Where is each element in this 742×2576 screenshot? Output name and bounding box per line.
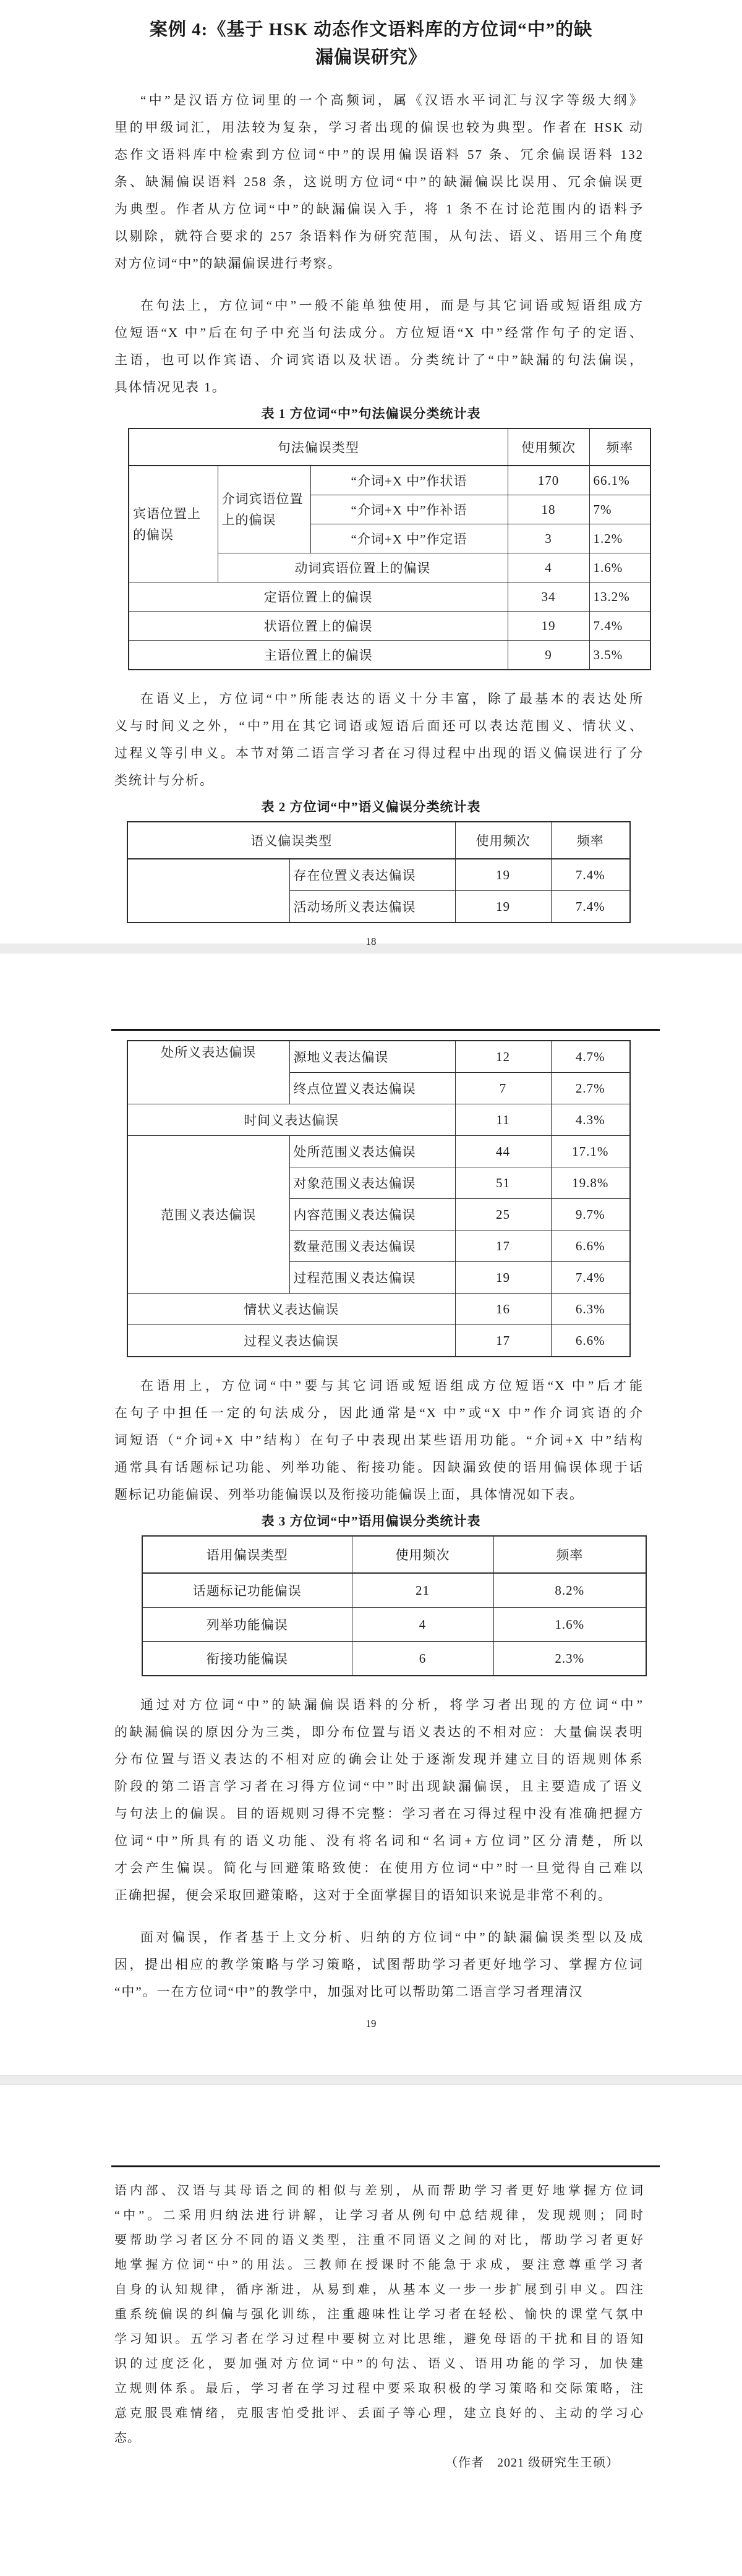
table-cell: 活动场所义表达偏误 [289, 891, 455, 923]
table-1-syntax-errors [128, 428, 651, 670]
continuation-rule [111, 2165, 660, 2167]
table-header-cell: 句法偏误类型 [129, 429, 508, 466]
text-line: 分布位置与语义表达的不相对应的确会让处于逐渐发现并建立目的语规则体系 [114, 1752, 644, 1767]
text-line: 里的甲级词汇，用法较为复杂，学习者出现的偏误也较为典型。作者在 HSK 动 [114, 120, 644, 135]
text-line: 通常具有话题标记功能、列举功能、衔接功能。因缺漏致使的语用偏误体现于话 [114, 1460, 644, 1475]
text-line: 位词“中”所具有的语义功能、没有将名词和“名词+方位词”区分清楚，所以 [114, 1833, 644, 1848]
table-cell: 4 [352, 1608, 493, 1642]
page-number-19: 19 [365, 2018, 377, 2029]
table1-caption: 表 1 方位词“中”句法偏误分类统计表 [261, 406, 481, 421]
table-cell: 7 [455, 1073, 551, 1104]
text-line: 要帮助学习者区分不同的语义类型，注重不同语义之间的对比，帮助学习者更好 [114, 2233, 644, 2247]
text-line: 对方位词“中”的缺漏偏误进行考察。 [114, 256, 342, 271]
table-cell: “介词+X 中”作状语 [310, 466, 508, 495]
table-2-semantic-errors-part2 [127, 1040, 631, 1357]
text-line: 在句法上，方位词“中”一般不能单独使用，而是与其它词语或短语组成方 [140, 298, 644, 313]
case-title-line2: 漏偏误研究》 [315, 48, 427, 67]
text-line: 的缺漏偏误的原因分为三类，即分布位置与语义表达的不相对应：大量偏误表明 [114, 1725, 644, 1739]
text-line: 通过对方位词“中”的缺漏偏误语料的分析，将学习者出现的方位词“中” [140, 1697, 644, 1712]
table-cell: 51 [455, 1167, 551, 1199]
table-cell: 9 [508, 641, 589, 670]
table-cell: 7.4% [589, 612, 650, 641]
table-cell: “介词+X 中”作补语 [310, 495, 508, 524]
table-cell: “介词+X 中”作定语 [310, 524, 508, 553]
case-title [0, 16, 742, 72]
table-cell: 范围义表达偏误 [127, 1136, 289, 1294]
table-cell: 内容范围义表达偏误 [289, 1199, 455, 1230]
table-cell: 宾语位置上的偏误 [129, 466, 218, 582]
table-cell: 存在位置义表达偏误 [289, 859, 455, 891]
page-number-18: 18 [365, 936, 377, 947]
table-cell [127, 859, 289, 923]
table-cell: 定语位置上的偏误 [129, 582, 508, 612]
text-line: 题标记功能偏误、列举功能偏误以及衔接功能偏误上面，具体情况如下表。 [114, 1487, 584, 1502]
table-cell: 状语位置上的偏误 [129, 612, 508, 641]
table-cell: 4 [508, 553, 589, 582]
table-cell: 18 [508, 495, 589, 524]
text-line: 立规则体系。最后，学习者在学习过程中要采取积极的学习策略和交际策略，注 [114, 2382, 644, 2395]
table-cell: 1.2% [589, 524, 650, 553]
table-cell: 数量范围义表达偏误 [289, 1230, 455, 1262]
table-cell: 3.5% [589, 641, 650, 670]
text-line: 学习知识。五学习者在学习过程中要树立对比思维，避免母语的干扰和目的语知 [114, 2332, 644, 2346]
table-cell: 17.1% [551, 1136, 630, 1167]
text-line: “中”。一在方位词“中”的教学中，加强对比可以帮助第二语言学习者理清汉 [114, 1984, 584, 1999]
table-cell: 7.4% [551, 891, 630, 923]
table-cell: 19 [508, 612, 589, 641]
text-line: 态。 [114, 2431, 140, 2445]
text-line: “中”。二采用归纳法进行讲解，让学习者从例句中总结规律，发现规则；同时 [114, 2209, 644, 2222]
text-line: 条、缺漏偏误语料 258 条，这说明方位词“中”的缺漏偏误比误用、冗余偏误更 [114, 174, 644, 189]
text-line: 类统计与分析。 [114, 773, 214, 788]
table-cell: 11 [455, 1104, 551, 1136]
table-cell: 3 [508, 524, 589, 553]
table-cell: 处所义表达偏误 [127, 1041, 289, 1104]
text-line: 阶段的第二语言学习者在习得方位词“中”时出现缺漏偏误，且主要造成了语义 [114, 1779, 644, 1794]
table-cell: 170 [508, 466, 589, 495]
table-header-cell: 语用偏误类型 [142, 1536, 352, 1573]
text-line: 与句法上的偏误。目的语规则习得不完整：学习者在习得过程中没有准确把握方 [114, 1806, 644, 1821]
table-cell: 6.6% [551, 1325, 630, 1357]
text-line: 以剔除，就符合要求的 257 条语料作为研究范围，从句法、语义、语用三个角度 [114, 229, 644, 244]
table-header-cell: 频率 [493, 1536, 646, 1573]
paragraph-intro [114, 87, 644, 277]
text-line: 地掌握方位词“中”的用法。三教师在授课时不能急于求成，要注意尊重学习者 [114, 2258, 644, 2272]
table-2-semantic-errors-part1 [127, 821, 631, 923]
table-cell: 4.3% [551, 1104, 630, 1136]
table2-caption: 表 2 方位词“中”语义偏误分类统计表 [261, 800, 481, 814]
table-cell: 9.7% [551, 1199, 630, 1230]
text-line: 过程义等引申义。本节对第二语言学习者在习得过程中出现的语义偏误进行了分 [114, 746, 644, 761]
table-cell: 6.3% [551, 1294, 630, 1325]
table-cell: 7% [589, 495, 650, 524]
text-line: 自身的认知规律，循序渐进，从易到难，从基本义一步一步扩展到引申义。四注 [114, 2283, 644, 2297]
table-cell: 情状义表达偏误 [127, 1294, 455, 1325]
table-cell: 19 [455, 891, 551, 923]
table-cell: 源地义表达偏误 [289, 1041, 455, 1073]
text-line: 位短语“X 中”后在句子中充当句法成分。方位短语“X 中”经常作句子的定语、 [114, 325, 644, 340]
table-cell: 16 [455, 1294, 551, 1325]
table-header-cell: 频率 [551, 822, 630, 859]
text-line: 面对偏误，作者基于上文分析、归纳的方位词“中”的缺漏偏误类型以及成 [140, 1930, 644, 1945]
table-cell: 处所范围义表达偏误 [289, 1136, 455, 1167]
table-cell: 19 [455, 859, 551, 891]
text-line: 为典型。作者从方位词“中”的缺漏偏误入手，将 1 条不在讨论范围内的语料予 [114, 202, 644, 216]
text-line: “中”是汉语方位词里的一个高频词，属《汉语水平词汇与汉字等级大纲》 [140, 93, 644, 108]
table-header-cell: 语义偏误类型 [127, 822, 455, 859]
table-cell: 介词宾语位置上的偏误 [218, 466, 310, 553]
table-cell: 6 [352, 1642, 493, 1676]
text-line: 语内部、汉语与其母语之间的相似与差别，从而帮助学习者更好地掌握方位词 [114, 2184, 644, 2198]
table-cell: 6.6% [551, 1230, 630, 1262]
table-cell: 66.1% [589, 466, 650, 495]
table-header-cell: 使用频次 [352, 1536, 493, 1573]
paragraph-pragmatics [114, 1372, 644, 1508]
paragraph-syntax [114, 292, 644, 401]
text-line: 义与时间义之外，“中”用在其它词语或短语后面还可以表达范围义、情状义、 [114, 719, 644, 733]
page-1 [0, 0, 742, 947]
text-line: 词短语（“介词+X 中”结构）在句子中表现出某些语用功能。“介词+X 中”结构 [114, 1433, 644, 1448]
page-2 [0, 1029, 742, 2075]
table-header-cell: 使用频次 [508, 429, 589, 466]
text-line: 态作文语料库中检索到方位词“中”的误用偏误语料 57 条、冗余偏误语料 132 [114, 147, 644, 162]
table-cell: 19.8% [551, 1167, 630, 1199]
table-cell: 动词宾语位置上的偏误 [218, 553, 508, 582]
table-cell: 19 [455, 1262, 551, 1294]
table-cell: 34 [508, 582, 589, 612]
table-cell: 衔接功能偏误 [142, 1642, 352, 1676]
text-line: 在句子中担任一定的句法成分，因此通常是“X 中”或“X 中”作介词宾语的介 [114, 1405, 644, 1420]
text-line: 正确把握，便会采取回避策略，这对于全面掌握目的语知识来说是非常不利的。 [114, 1888, 612, 1903]
table-cell: 7.4% [551, 859, 630, 891]
text-line: 在语用上，方位词“中”要与其它词语或短语组成方位短语“X 中”后才能 [140, 1378, 644, 1393]
table-3-pragmatic-errors [142, 1535, 647, 1676]
table-header-cell: 频率 [589, 429, 650, 466]
text-line: 识的过度泛化，要加强对方位词“中”的句法、语义、语用功能的学习，加快建 [114, 2357, 644, 2371]
paragraph-semantics [114, 685, 644, 794]
table-cell: 过程义表达偏误 [127, 1325, 455, 1357]
table-cell: 44 [455, 1136, 551, 1167]
text-line: 才会产生偏误。简化与回避策略致使：在使用方位词“中”时一旦觉得自己难以 [114, 1861, 644, 1875]
table-cell: 时间义表达偏误 [127, 1104, 455, 1136]
table-header-cell: 使用频次 [455, 822, 551, 859]
continuation-rule [111, 1029, 660, 1031]
table-cell: 1.6% [589, 553, 650, 582]
table-cell: 13.2% [589, 582, 650, 612]
table-cell: 对象范围义表达偏误 [289, 1167, 455, 1199]
text-line: 重系统偏误的纠偏与强化训练，注重趣味性让学习者在轻松、愉快的课堂气氛中 [114, 2308, 644, 2321]
table-cell: 2.3% [493, 1642, 646, 1676]
table-cell: 过程范围义表达偏误 [289, 1262, 455, 1294]
text-line: 意克服畏难情绪，克服害怕受批评、丢面子等心理，建立良好的、主动的学习心 [114, 2407, 644, 2420]
page-3 [0, 2165, 742, 2576]
table-cell: 17 [455, 1325, 551, 1357]
author-credit: （作者 2021 级研究生王硕） [445, 2456, 619, 2470]
text-line: 主语，也可以作宾语、介词宾语以及状语。分类统计了“中”缺漏的句法偏误， [114, 352, 644, 367]
text-line: 在语义上，方位词“中”所能表达的语义十分丰富，除了最基本的表达处所 [140, 691, 644, 706]
table-cell: 21 [352, 1573, 493, 1608]
paragraph-strategies-continued [114, 2178, 644, 2450]
table-cell: 列举功能偏误 [142, 1608, 352, 1642]
paragraph-strategies [114, 1924, 644, 2005]
table-cell: 8.2% [493, 1573, 646, 1608]
page-separator [0, 2075, 742, 2085]
table-cell: 1.6% [493, 1608, 646, 1642]
text-line: 因，提出相应的教学策略与学习策略，试图帮助学习者更好地学习、掌握方位词 [114, 1957, 644, 1972]
case-title-line1: 案例 4:《基于 HSK 动态作文语料库的方位词“中”的缺 [149, 20, 593, 40]
table-cell: 终点位置义表达偏误 [289, 1073, 455, 1104]
table-cell: 2.7% [551, 1073, 630, 1104]
table-cell: 17 [455, 1230, 551, 1262]
paragraph-causes [114, 1691, 644, 1909]
table3-caption: 表 3 方位词“中”语用偏误分类统计表 [261, 1514, 481, 1529]
table-cell: 话题标记功能偏误 [142, 1573, 352, 1608]
table-cell: 主语位置上的偏误 [129, 641, 508, 670]
text-line: 具体情况见表 1。 [114, 380, 226, 395]
table-cell: 7.4% [551, 1262, 630, 1294]
table-cell: 25 [455, 1199, 551, 1230]
table-cell: 4.7% [551, 1041, 630, 1073]
table-cell: 12 [455, 1041, 551, 1073]
